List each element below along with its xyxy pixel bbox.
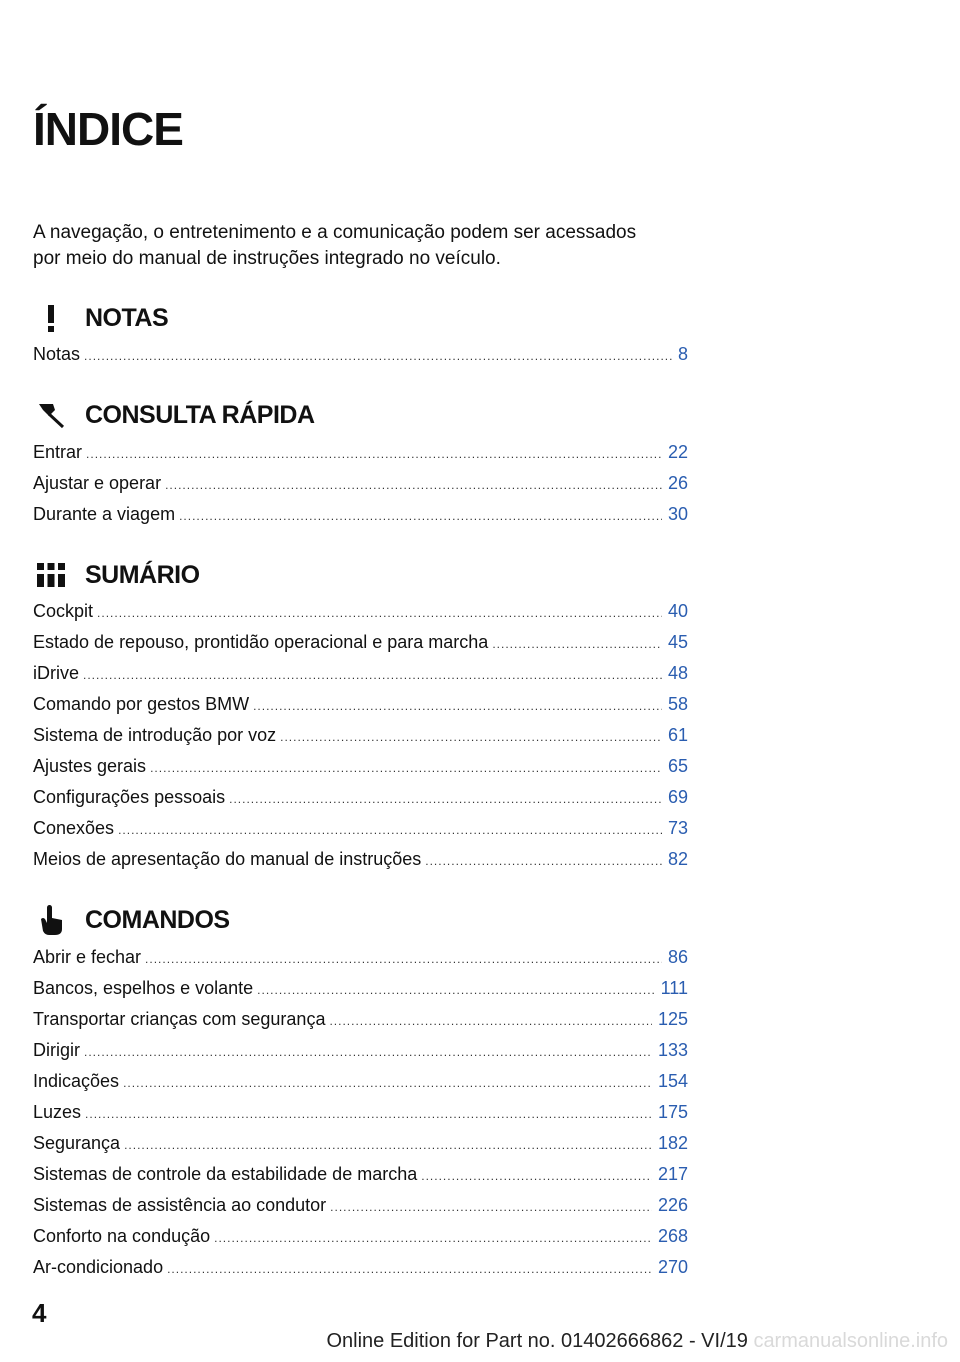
intro-text [33,220,693,272]
toc-entry[interactable]: Sistemas de assistência ao condutor ..... 226 [33,1191,688,1219]
toc-page-link[interactable]: 40 [667,601,688,621]
toc-page-link[interactable]: 69 [667,787,688,807]
toc-page-link[interactable]: 217 [657,1164,688,1184]
exclamation-icon [33,300,69,336]
intro-line-1: A navegação, o entretenimento e a comunicação podem ser acessados [33,222,637,243]
toc-entry[interactable]: Transportar crianças com segurança ..... 125 [33,1005,688,1033]
toc-entry[interactable]: Sistema de introdução por voz ..... 61 [33,721,688,749]
toc-page-link[interactable]: 8 [677,344,688,364]
toc-page-link[interactable]: 133 [657,1040,688,1060]
toc-entry[interactable]: iDrive ..... 48 [33,659,688,687]
pin-icon [33,397,69,433]
toc-page-link[interactable]: 175 [657,1102,688,1122]
section-heading-label: COMANDOS [85,905,230,934]
toc-page-link[interactable]: 48 [667,663,688,683]
toc-entry[interactable]: Comando por gestos BMW ..... 58 [33,690,688,718]
toc-page-link[interactable]: 154 [657,1071,688,1091]
toc-entry[interactable]: Ar-condicionado ..... 270 [33,1253,688,1281]
section-heading-label: SUMÁRIO [85,560,200,589]
footer-watermark: carmanualsonline.info [753,1330,948,1352]
grid-icon [33,557,69,593]
toc-entry[interactable]: Durante a viagem ..... 30 [33,500,688,528]
toc-entry[interactable]: Cockpit ..... 40 [33,597,688,625]
toc-entry-notas[interactable]: Notas ..... 8 [33,340,688,368]
section-consulta-heading [33,397,315,433]
toc-page-link[interactable]: 22 [667,442,688,462]
toc-entry[interactable]: Indicações ..... 154 [33,1067,688,1095]
toc-entry[interactable]: Entrar ..... 22 [33,438,688,466]
toc-entry[interactable]: Sistemas de controle da estabilidade de marcha ..... 217 [33,1160,688,1188]
toc-entry[interactable]: Conforto na condução ..... 268 [33,1222,688,1250]
toc-entry[interactable]: Ajustes gerais ..... 65 [33,752,688,780]
toc-page-link[interactable]: 26 [667,473,688,493]
section-notas-heading [33,300,168,336]
toc-entry[interactable]: Conexões ..... 73 [33,814,688,842]
toc-entry[interactable]: Meios de apresentação do manual de instruções ..... 82 [33,845,688,873]
section-heading-label: CONSULTA RÁPIDA [85,400,315,429]
toc-page-link[interactable]: 82 [667,849,688,869]
toc-page-link[interactable]: 111 [660,978,688,998]
toc-page-link[interactable]: 30 [667,504,688,524]
toc-page-link[interactable]: 86 [667,947,688,967]
toc-entry[interactable]: Bancos, espelhos e volante ..... 111 [33,974,688,1002]
toc-page-link[interactable]: 125 [657,1009,688,1029]
section-sumario-heading [33,557,200,593]
toc-page-link[interactable]: 182 [657,1133,688,1153]
page-title: ÍNDICE [33,103,183,155]
toc-page-link[interactable]: 226 [657,1195,688,1215]
toc-page-link[interactable]: 268 [657,1226,688,1246]
toc-entry[interactable]: Estado de repouso, prontidão operacional e para marcha ..... 45 [33,628,688,656]
toc-entry[interactable]: Configurações pessoais ..... 69 [33,783,688,811]
intro-line-2: por meio do manual de instruções integrado no veículo. [33,248,501,269]
section-heading-label: NOTAS [85,303,169,332]
toc-page-link[interactable]: 45 [667,632,688,652]
toc-entry[interactable]: Segurança ..... 182 [33,1129,688,1157]
toc-page-link[interactable]: 73 [667,818,688,838]
toc-page-link[interactable]: 65 [667,756,688,776]
footer [326,1330,948,1353]
toc-page-link[interactable]: 58 [667,694,688,714]
toc-page-link[interactable]: 61 [667,725,688,745]
section-comandos-heading [33,902,230,938]
footer-edition: Online Edition for Part no. 01402666862 - VI/19 [326,1330,748,1352]
hand-pointer-icon [33,902,69,938]
toc-entry[interactable]: Dirigir ..... 133 [33,1036,688,1064]
page-number: 4 [32,1298,47,1328]
toc-entry[interactable]: Luzes ..... 175 [33,1098,688,1126]
toc-entry[interactable]: Ajustar e operar ..... 26 [33,469,688,497]
toc-entry[interactable]: Abrir e fechar ..... 86 [33,943,688,971]
toc-page-link[interactable]: 270 [657,1257,688,1277]
